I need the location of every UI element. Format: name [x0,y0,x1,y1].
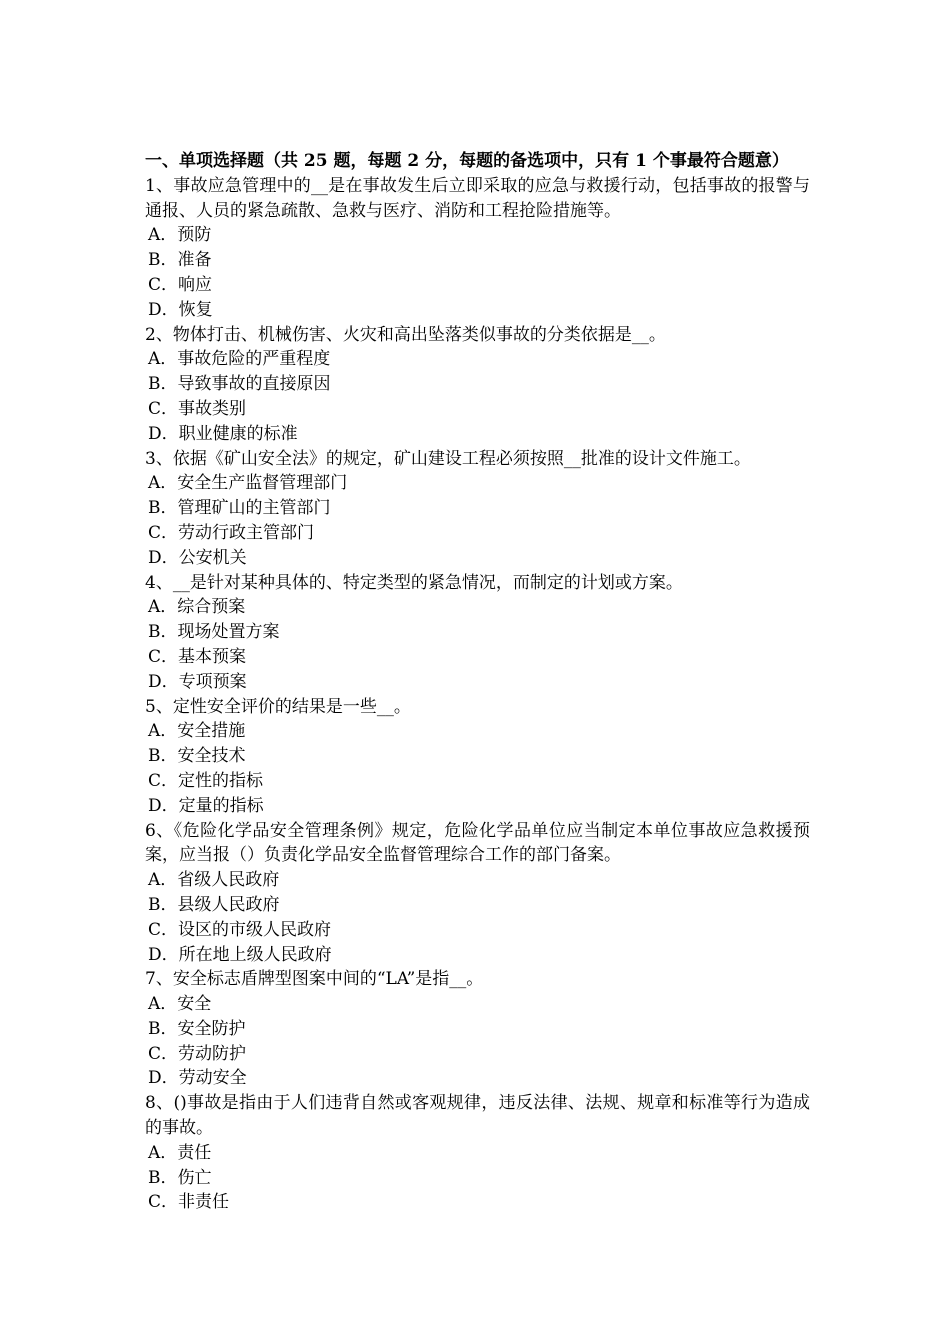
answer-option: C．劳动行政主管部门 [148,522,315,543]
answer-option: D．公安机关 [148,547,247,568]
option-list [145,992,810,1091]
option-list [145,719,810,818]
option-list [145,223,810,322]
option-list [145,347,810,446]
answer-option: B．安全防护 [148,1018,246,1039]
answer-option: C．事故类别 [148,398,247,419]
answer-option: B．导致事故的直接原因 [148,374,331,395]
answer-option: A．事故危险的严重程度 [148,349,331,370]
question-text: 1、事故应急管理中的__是在事故发生后立即采取的应急与救援行动，包括事故的报警与通报、人员的紧急疏散、急救与医疗、消防和工程抢险措施等。 [145,175,810,221]
answer-option: A．责任 [148,1142,212,1163]
question-text: 4、__是针对某种具体的、特定类型的紧急情况，而制定的计划或方案。 [145,572,683,593]
answer-option: C．基本预案 [148,646,247,667]
answer-option: A．省级人民政府 [148,870,280,891]
answer-option: D．定量的指标 [148,795,264,816]
answer-option: D．劳动安全 [148,1068,247,1089]
question-text: 3、依据《矿山安全法》的规定，矿山建设工程必须按照__批准的设计文件施工。 [145,448,751,469]
answer-option: A．综合预案 [148,597,246,618]
option-list [145,471,810,570]
answer-option: A．安全 [148,994,212,1015]
question-text: 8、()事故是指由于人们违背自然或客观规律，违反法律、法规、规章和标准等行为造成的事故。 [145,1093,810,1139]
answer-option: B．县级人民政府 [148,894,280,915]
option-list [145,595,810,694]
question-text: 5、定性安全评价的结果是一些__。 [145,696,411,717]
answer-option: A．预防 [148,225,212,246]
question-item [145,1091,810,1215]
question-item [145,323,810,447]
answer-option: B．准备 [148,250,212,271]
question-item [145,174,810,323]
option-list [145,868,810,967]
answer-option: B．安全技术 [148,746,246,767]
answer-option: C．响应 [148,274,213,295]
question-item [145,447,810,571]
answer-option: C．劳动防护 [148,1043,247,1064]
question-text: 7、安全标志盾牌型图案中间的“LA”是指__。 [145,969,484,990]
answer-option: C．设区的市级人民政府 [148,919,332,940]
answer-option: B．现场处置方案 [148,622,280,643]
answer-option: B．伤亡 [148,1167,212,1188]
answer-option: D．所在地上级人民政府 [148,944,332,965]
question-item [145,819,810,968]
answer-option: B．管理矿山的主管部门 [148,498,331,519]
answer-option: D．专项预案 [148,671,247,692]
answer-option: A．安全措施 [148,721,246,742]
question-item [145,695,810,819]
answer-option: A．安全生产监督管理部门 [148,473,348,494]
answer-option: C．定性的指标 [148,770,264,791]
answer-option: C．非责任 [148,1192,230,1213]
section-title: 一、单项选择题（共 25 题，每题 2 分，每题的备选项中，只有 1 个事最符合题意） [145,151,789,171]
question-item [145,571,810,695]
document-content [145,149,810,1215]
question-item [145,967,810,1091]
answer-option: D．职业健康的标准 [148,423,298,444]
question-text: 2、物体打击、机械伤害、火灾和高出坠落类似事故的分类依据是__。 [145,324,666,345]
option-list [145,1141,810,1215]
answer-option: D．恢复 [148,299,213,320]
question-text: 6、《危险化学品安全管理条例》规定，危险化学品单位应当制定本单位事故应急救援预案，应当报（）负责化学品安全监督管理综合工作的部门备案。 [145,820,810,866]
question-list [145,174,810,1215]
